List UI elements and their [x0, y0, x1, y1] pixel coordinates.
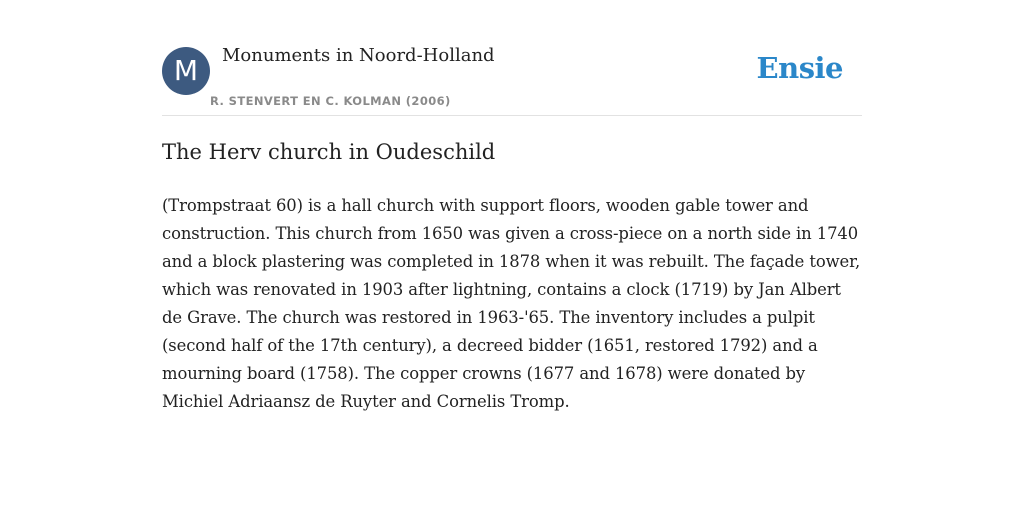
book-title[interactable]: Monuments in Noord-Holland	[222, 45, 495, 66]
byline: R. STENVERT EN C. KOLMAN (2006)	[210, 94, 451, 108]
card-header	[162, 0, 862, 116]
avatar[interactable]: M	[162, 47, 210, 95]
entry-card	[162, 0, 862, 411]
ensie-logo[interactable]: Ensie	[756, 51, 843, 85]
entry-title: The Herv church in Oudeschild	[162, 140, 496, 164]
entry-body: (Trompstraat 60) is a hall church with support floors, wooden gable tower and construction. This church from 1650 was given a cross-piece on a north side in 1740 and a block plastering was completed in 1878 when it was rebuilt. The façade tower, which was renovated in 1903 after lightning, contains a clock (1719) by Jan Albert de Grave. The church was restored in 1963-'65. The inventory includes a pulpit (second half of the 17th century), a decreed bidder (1651, restored 1792) and a mourning board (1758). The copper crowns (1677 and 1678) were donated by Michiel Adriaansz de Ruyter and Cornelis Tromp.	[162, 196, 861, 411]
